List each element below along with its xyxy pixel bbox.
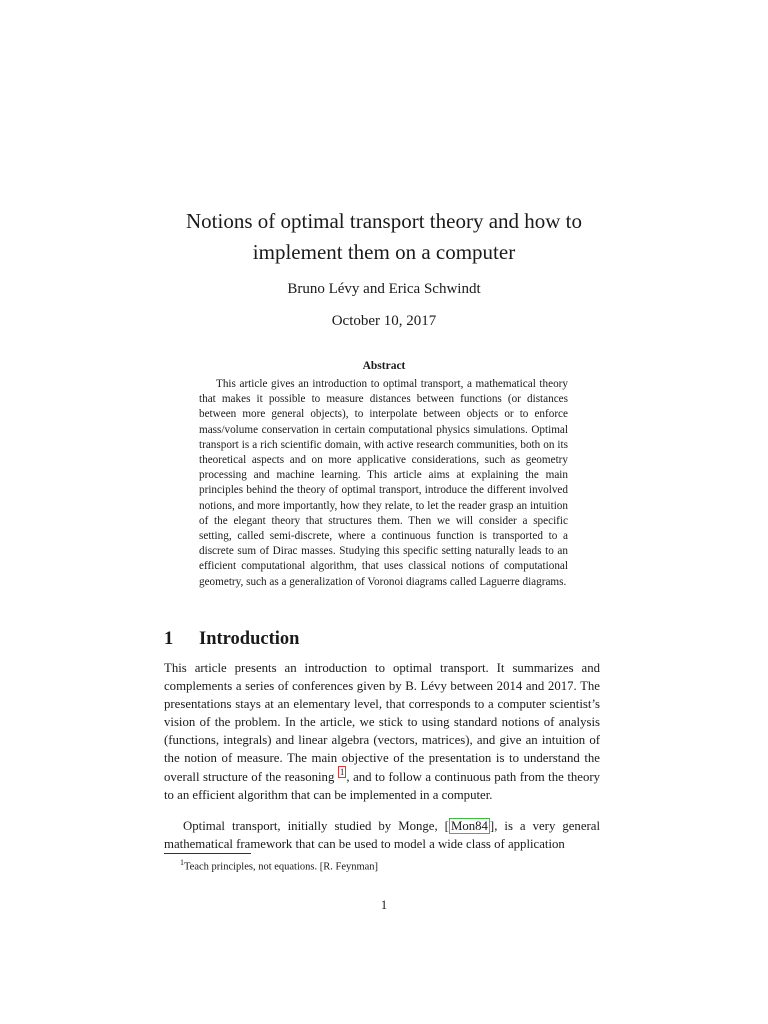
intro-paragraph-2: Optimal transport, initially studied by Monge, [ Mon84 ], is a very general mathematical framework that can be used to model a wide class of application	[164, 819, 600, 852]
paper-title	[120, 206, 648, 268]
publication-date: October 10, 2017	[331, 313, 437, 329]
section-number: 1	[164, 629, 174, 649]
title-line-1: Notions of optimal transport theory and how to	[185, 209, 583, 233]
intro-p2-text: Optimal transport, initially studied by Monge,	[183, 819, 445, 833]
footnote-mark: 1	[180, 858, 184, 867]
intro-paragraph-1	[164, 659, 600, 804]
footnote-divider	[164, 853, 251, 854]
page-number: 1	[380, 898, 388, 912]
footnote	[180, 856, 378, 875]
title-line-2: implement them on a computer	[252, 240, 516, 264]
intro-p2-text-end: , is a very general mathematical framework that can be used to model a wide class of application	[164, 819, 600, 852]
section-heading-introduction	[164, 627, 299, 651]
intro-p1-text: This article presents an introduction to optimal transport. It summarizes and complements a series of conferences given by B. Lévy between 2014 and 2017. The presentations stays at an elementary level, that corresponds to a computer scientist’s vision of the problem. In the article, we stick to using standard notions of analysis (functions, integrals) and linear algebra (vectors, matrices), and give an intuition of the notion of measure. The main objective of the presentation is to understand the overall structure of the reasoning	[164, 661, 600, 784]
authors: Bruno Lévy and Erica Schwindt	[287, 281, 481, 297]
abstract-heading: Abstract	[362, 360, 406, 372]
section-title: Introduction	[199, 629, 300, 649]
footnote-link[interactable]: 1	[339, 767, 345, 778]
abstract-text: This article gives an introduction to optimal transport, a mathematical theory that makes it possible to measure distances between functions (or distances between more general objects), to interpolate between objects or to enforce mass/volume conservation in certain computational physics simulations. Optimal transport is a rich scientific domain, with active research communities, both on its theoretical aspects and on more applicative considerations, such as geometry processing and machine learning. This article aims at explaining the main principles behind the theory of optimal transport, introduce the different involved notions, and more importantly, how they relate, to let the reader grasp an intuition of the elegant theory that structures them. Then we will consider a specific setting, called semi-discrete, where a continuous function is transported to a discrete sum of Dirac masses. Studying this specific setting naturally leads to an efficient computational algorithm, that uses classical notions of computational geometry, such as a generalization of Voronoi diagrams called Laguerre diagrams.	[199, 378, 568, 588]
footnote-text: Teach principles, not equations. [R. Feynman]	[184, 861, 379, 873]
citation-link-mon84[interactable]: Mon84	[450, 819, 488, 833]
intro-p1-text-end: , and to follow a continuous path from the theory to an efficient algorithm that can be implemented in a computer.	[164, 769, 601, 802]
